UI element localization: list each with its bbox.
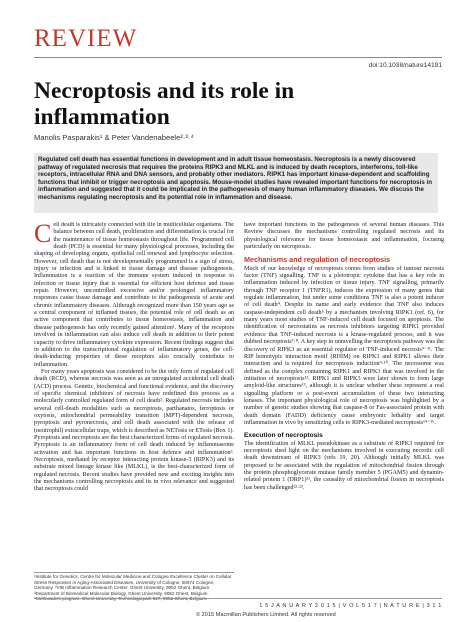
body-column-left	[34, 222, 234, 588]
affiliations-footnote: ¹Institute for Genetics, Centre for Molecular Medicine and Cologne Excellence Cluster on Cellular Stress Responses in Aging-Associated Diseases, University of Cologne, 50674 Cologne, Germany. ²VIB Inflammation Research Center, Ghent University, 9052 Ghent, Belgium. ³Department of Biomedical Molecular Biology, Ghent University, 9052 Ghent, Belgium. ⁴Methusalem program, Ghent University, Technologiepark 927, 9052 Ghent, Belgium.	[34, 574, 232, 602]
body-paragraph: For many years apoptosis was considered to be the only form of regulated cell death (RCD), whereas necrosis was seen as an unregulated accidental cell death (ACD) process. Genetic, biochemical and functional evidence, and the discovery of specific chemical inhibitors of necrosis have redefined this process as a molecularly controlled regulated form of cell death². Regulated necrosis includes several cell-death modalities such as necroptosis, parthanatos, ferroptosis or oxytosis, mitochondrial permeability transition (MPT)-dependent necrosis, pyroptosis and pyronecrosis, and cell death associated with the release of (neutrophil) extracellular traps, which is described as NETosis or ETosis (Box 1). Pyroptosis and necroptosis are the best characterized forms of regulated necrosis. Pyroptosis is an inflammatory form of cell death induced by inflammasome activation and has important functions in host defence and inflammation³. Necroptosis, mediated by receptor interacting protein kinase-3 (RIPK3) and its substrate mixed lineage kinase like (MLKL), is the best-characterized form of regulated necrosis. Recent studies have provided new and exciting insights into the mechanisms controlling necroptosis and its in vivo relevance and suggested that necroptosis could	[34, 368, 234, 493]
article-authors: Manolis Pasparakis¹ & Peter Vandenabeele²·³·⁴	[34, 133, 194, 142]
body-paragraph: The identification of MLKL pseudokinase as a substrate of RIPK3 required for necroptosis shed light on the mechanisms involved in executing necrotic cell death downstream of RIPK3 (refs 19, 20). Although initially MLKL was proposed to be associated with the regulation of mitochondrial fission through the protein phosphoglycerate mutase family member 5 (PGAM5) and dynamin-related protein 1 (DRP1)²¹, the causality of mitochondrial fission in necroptosis has been challenged²²·²³.	[244, 440, 444, 491]
body-column-right	[244, 222, 444, 582]
section-label: REVIEW	[34, 25, 138, 52]
journal-info: 1 5 J A N U A R Y 2 0 1 5 | V O L 5 1 7 | N A T U R E | 3 1 1	[259, 603, 442, 609]
subsection-heading: Execution of necroptosis	[244, 432, 323, 440]
abstract-text: Regulated cell death has essential functions in development and in adult tissue homeostasis. Necroptosis is a newly discovered pathway of regulated necrosis that requires the proteins RIPK3 and MLKL and is induced by death receptors, interferons, toll-like receptors, intracellular RNA and DNA sensors, and probably other mediators. RIPK1 has important kinase-dependent and scaffolding functions that inhibit or trigger necroptosis and apoptosis. Mouse-model studies have revealed important functions for necroptosis in inflammation and suggested that it could be implicated in the pathogenesis of many human inflammatory diseases. We discuss the mechanisms regulating necroptosis and its potential role in inflammation and disease.	[38, 156, 432, 201]
body-paragraph: have important functions in the pathogenesis of several human diseases. This Review discusses the mechanisms controlling regulated necrosis and its physiological relevance for tissue homeostasis and inflammation, focusing particularly on necroptosis.	[244, 222, 444, 251]
drop-cap: C	[34, 222, 52, 248]
body-paragraph: ell death is intricately connected with life in multicellular organisms. The balance between cell death, proliferation and differentiation is crucial for the maintenance of tissue homeostasis throughout life. Programmed cell death (PCD) is essential for many physiological processes, including the shaping of developing organs, epithelial cell renewal and lymphocyte selection. However, cell death that is not developmentally programmed is a sign of stress, injury or infection and is linked to tissue damage and disease pathogenesis. Inflammation is a reaction of the immune system induced in response to infection or tissue injury that is essential for efficient host defence and tissue repair. However, uncontrolled excessive and/or prolonged inflammatory responses cause tissue damage and contribute to the pathogenesis of acute and chronic inflammatory diseases. Although recognized more than 150 years ago as a central component of inflamed tissues, the potential role of cell death as an active component that contributes to tissue homeostasis, inflammation and disease pathogenesis has only recently gained attention¹. Many of the receptors involved in inflammation can also induce cell death in addition to their potent capacity to drive inflammatory cytokine expression. Recent findings suggest that in addition to the transcriptional regulation of inflammatory genes, the cell-death-inducing properties of these receptors also crucially contribute to inflammation.	[34, 222, 234, 368]
abstract-box	[34, 153, 438, 213]
doi[interactable]: doi:10.1038/nature14191	[368, 62, 442, 69]
section-heading: Mechanisms and regulation of necroptosis	[244, 255, 391, 265]
body-paragraph: Much of our knowledge of necroptosis comes from studies of tumour necrosis factor (TNF) signalling. TNF is a pleiotropic cytokine that has a key role in inflammation induced by infection or tissue injury. TNF signalling, primarily through TNF receptor 1 (TNFR1), induces the expression of many genes that regulate inflammation, but under some conditions TNF is also a potent inducer of cell death⁴. Despite its name and early evidence that TNF also induces caspase-independent cell death⁵ by a mechanism involving RIPK1 (ref. 6), for many years most studies of TNF-induced cell death focused on apoptosis. The identification of necrostatins as necrosis inhibitors targeting RIPK1 provided evidence that TNF-induced necrosis is a kinase-regulated process, and it was dubbed necroptosis⁷·⁸. A key step in unravelling the necroptosis pathway was the discovery of RIPK3 as an essential regulator of TNF-induced necrosis⁹⁻¹¹. The RIP homotypic interaction motif (RHIM) on RIPK3 and RIPK1 allows their interaction and is required for necroptosis induction⁹·¹⁰. The necrosome was defined as the complex containing RIPK1 and RIPK3 that was involved in the initiation of necroptosis¹². RIPK1 and RIPK3 were later shown to form large amyloid-like structures¹³, although it is unclear whether these represent a real signalling platform or a post-event accumulation of these two interacting kinases. The important physiological role of necroptosis was highlighted by a number of genetic studies showing that caspase-8 or Fas-associated protein with death domain (FADD) deficiency cause embryonic lethality and target inflammation in vivo by sensitizing cells to RIPK3-mediated necroptosis¹⁴⁻¹⁶.	[244, 265, 444, 426]
footer-rule	[34, 598, 442, 599]
copyright: © 2015 Macmillan Publishers Limited. All rights reserved	[196, 612, 336, 618]
footnote-rule	[34, 572, 234, 573]
article-title: Necroptosis and its role in inflammation	[34, 78, 295, 130]
header-rule	[34, 57, 442, 58]
